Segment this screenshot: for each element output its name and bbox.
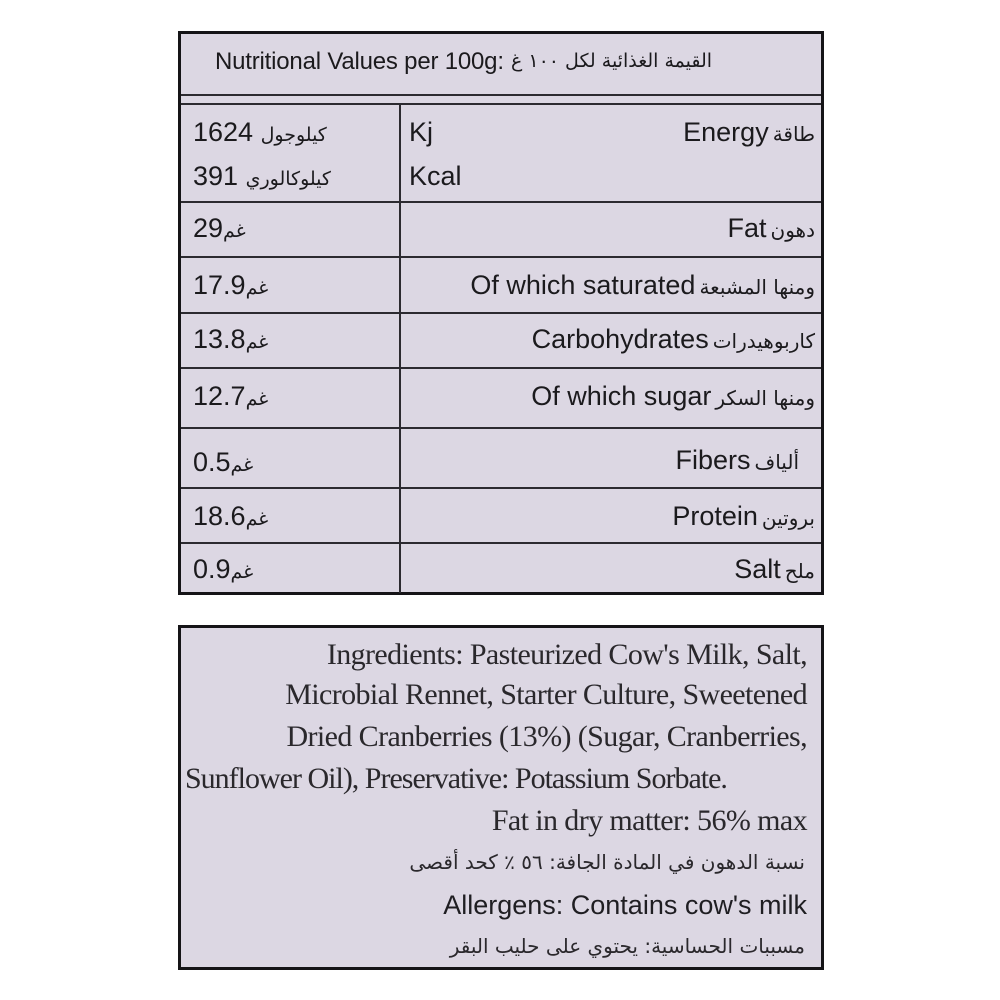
table-row-fibers: [181, 429, 821, 489]
table-row-carbohydrates: [181, 314, 821, 369]
sugar-label: Of which sugar ومنها السكر: [531, 381, 815, 411]
saturated-value: غم17.9: [193, 270, 269, 300]
ingredients-line-4: Sunflower Oil), Preservative: Potassium Sorbate.: [185, 762, 727, 795]
ingredients-line-1: Ingredients: Pasteurized Cow's Milk, Salt,: [326, 638, 807, 671]
table-row-salt: [181, 544, 821, 592]
energy-kj-value: 1624 كيلوجول: [193, 117, 327, 147]
carbohydrates-label: Carbohydrates كاربوهيدرات: [531, 324, 815, 354]
sugar-value: غم12.7: [193, 381, 269, 411]
saturated-label: Of which saturated ومنها المشبعة: [470, 270, 815, 300]
energy-kj-ar: كيلوجول: [260, 124, 327, 146]
ingredients-line-3: Dried Cranberries (13%) (Sugar, Cranberries,: [286, 720, 807, 753]
energy-kj-unit: Kj: [409, 117, 434, 147]
allergens-statement-ar: مسببات الحساسية: يحتوي على حليب البقر: [449, 934, 805, 958]
fat-value: غم29: [193, 213, 246, 243]
nutrition-title-en: Nutritional Values per 100g:: [215, 48, 504, 75]
allergens-statement: Allergens: Contains cow's milk: [443, 890, 807, 920]
table-row-fat: [181, 203, 821, 258]
fat-dry-matter: Fat in dry matter: 56% max: [491, 804, 807, 837]
energy-kcal-ar: كيلوكالوري: [245, 168, 331, 190]
table-row-saturated: [181, 258, 821, 314]
nutrition-facts-table: [178, 31, 824, 595]
energy-kcal-unit: Kcal: [409, 161, 462, 191]
salt-label: Salt ملح: [734, 554, 815, 584]
nutrition-title-ar: القيمة الغذائية لكل ١٠٠ غ: [511, 50, 713, 72]
protein-label: Protein بروتين: [672, 501, 815, 531]
salt-value: غم0.9: [193, 554, 254, 584]
table-row-energy: [181, 103, 821, 203]
ingredients-panel: [178, 625, 824, 970]
table-row-protein: [181, 489, 821, 544]
energy-kcal-value: 391 كيلوكالوري: [193, 161, 331, 191]
nutrition-title-row: [181, 34, 821, 96]
energy-label: Energy طاقة: [683, 117, 815, 147]
table-row-sugar: [181, 369, 821, 429]
fat-label: Fat دهون: [727, 213, 815, 243]
fibers-label: Fibers ألياف: [675, 445, 799, 475]
fibers-value: غم0.5: [193, 447, 254, 477]
fat-dry-matter-ar: نسبة الدهون في المادة الجافة: ٥٦ ٪ كحد أقصى: [409, 850, 805, 874]
protein-value: غم18.6: [193, 501, 269, 531]
ingredients-line-2: Microbial Rennet, Starter Culture, Sweetened: [285, 678, 807, 711]
carbohydrates-value: غم13.8: [193, 324, 269, 354]
